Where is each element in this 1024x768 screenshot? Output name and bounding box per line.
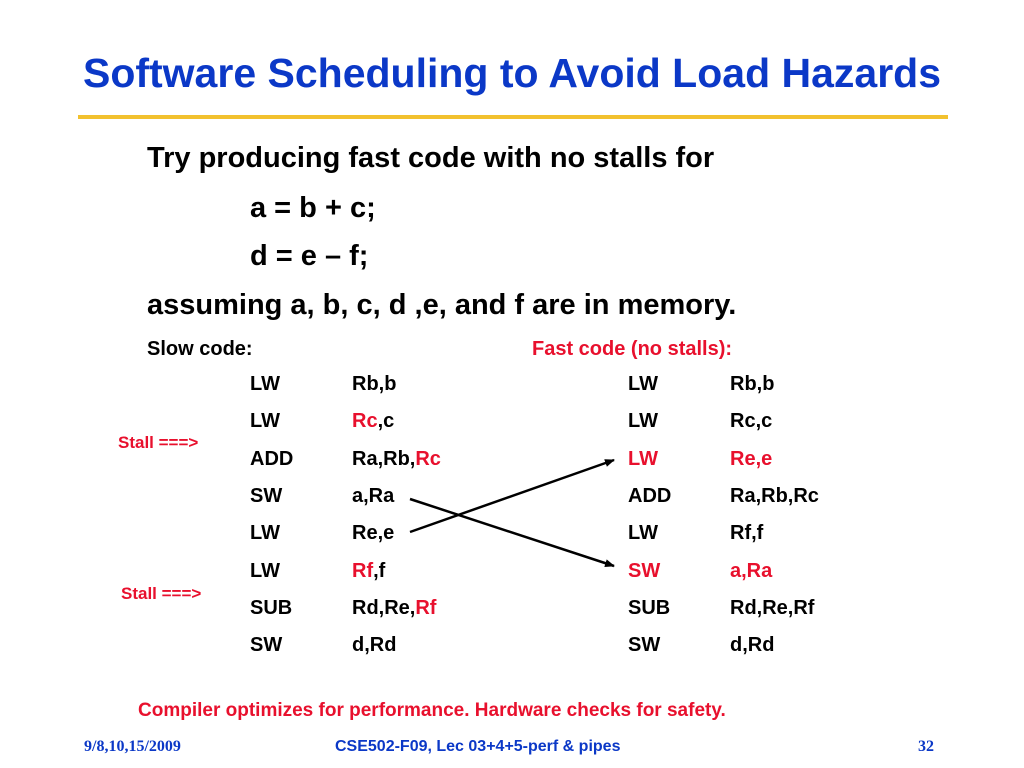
fast-code-operand-part: Rf,f bbox=[730, 522, 764, 544]
slow-code-op-1: LW bbox=[250, 373, 280, 395]
slow-code-op-5: LW bbox=[250, 522, 280, 544]
slow-code-op-7: SUB bbox=[250, 597, 293, 619]
slow-code-op-3: ADD bbox=[250, 448, 294, 470]
arrow-sw-to-position bbox=[410, 499, 614, 566]
footer-date: 9/8,10,15/2009 bbox=[84, 738, 181, 755]
fast-code-operand-part: Re,e bbox=[730, 448, 773, 470]
intro-line-4: assuming a, b, c, d ,e, and f are in memory. bbox=[147, 289, 737, 321]
slow-code-operand-part: Rd,Re, bbox=[352, 597, 416, 619]
fast-code-op-5: LW bbox=[628, 522, 658, 544]
fast-code-operand-part: d,Rd bbox=[730, 634, 775, 656]
slow-code-operand-part: d,Rd bbox=[352, 634, 397, 656]
slow-code-op-2: LW bbox=[250, 410, 280, 432]
slide-title: Software Scheduling to Avoid Load Hazards bbox=[82, 50, 942, 96]
slow-code-operand-part: Rc bbox=[415, 448, 441, 470]
fast-code-op-2: LW bbox=[628, 410, 658, 432]
slow-code-operand-part: Ra,Rb, bbox=[352, 448, 416, 470]
fast-code-op-1: LW bbox=[628, 373, 658, 395]
fast-code-operand-part: Rb,b bbox=[730, 373, 775, 395]
slow-code-operand-part: ,f bbox=[373, 560, 386, 582]
fast-code-operand-part: Ra,Rb,Rc bbox=[730, 485, 819, 507]
fast-code-heading: Fast code (no stalls): bbox=[532, 338, 733, 360]
slow-code-operand-part: a,Ra bbox=[352, 485, 395, 507]
stall-label-2: Stall ===> bbox=[121, 584, 202, 603]
fast-code-op-7: SUB bbox=[628, 597, 671, 619]
fast-code-op-8: SW bbox=[628, 634, 661, 656]
fast-code-op-6: SW bbox=[628, 560, 661, 582]
slow-code-operand-part: Rc bbox=[352, 410, 378, 432]
slow-code-op-4: SW bbox=[250, 485, 283, 507]
footnote: Compiler optimizes for performance. Hardware checks for safety. bbox=[138, 700, 726, 721]
fast-code-operand-part: Rd,Re,Rf bbox=[730, 597, 815, 619]
stall-label-1: Stall ===> bbox=[118, 433, 199, 452]
fast-code-op-3: LW bbox=[628, 448, 658, 470]
slow-code-operand-part: Rf bbox=[352, 560, 374, 582]
slow-code-op-8: SW bbox=[250, 634, 283, 656]
slow-code-operand-part: ,c bbox=[377, 410, 395, 432]
slow-code-operand-part: Rf bbox=[415, 597, 437, 619]
fast-code-operand-part: a,Ra bbox=[730, 560, 773, 582]
slow-code-op-6: LW bbox=[250, 560, 280, 582]
slow-code-operand-part: Rb,b bbox=[352, 373, 397, 395]
footer-page-number: 32 bbox=[918, 738, 934, 755]
slow-code-operand-part: Re,e bbox=[352, 522, 395, 544]
intro-equation-2: d = e – f; bbox=[250, 240, 369, 272]
slow-code-heading: Slow code: bbox=[147, 338, 253, 360]
intro-line-1: Try producing fast code with no stalls for bbox=[147, 142, 715, 174]
footer-course: CSE502-F09, Lec 03+4+5-perf & pipes bbox=[335, 738, 621, 755]
fast-code-op-4: ADD bbox=[628, 485, 672, 507]
fast-code-operand-part: Rc,c bbox=[730, 410, 773, 432]
arrow-lw-to-position bbox=[410, 460, 614, 532]
intro-equation-1: a = b + c; bbox=[250, 192, 376, 224]
